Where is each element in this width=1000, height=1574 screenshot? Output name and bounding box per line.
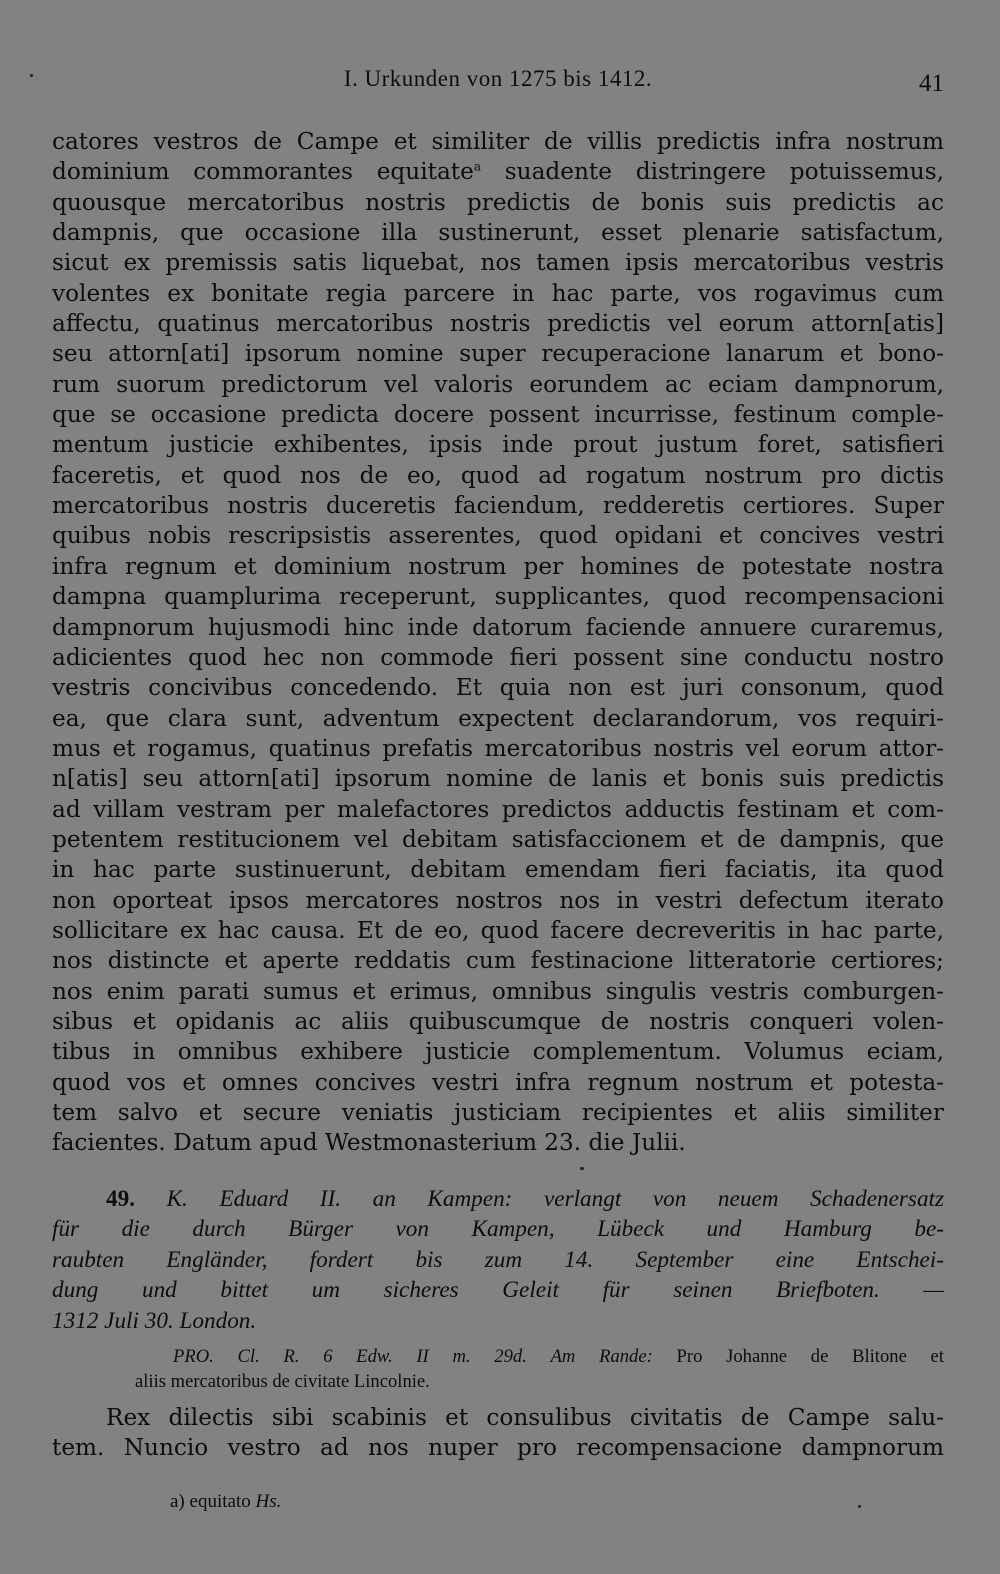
body-line: tibus in omnibus exhibere justicie complementum. Volumus eciam, [52, 1038, 944, 1066]
footnote-mark: a [473, 159, 481, 174]
body-line: ad villam vestram per malefactores predictos adductis festinam et com- [52, 795, 944, 823]
footnote-text: equitato [189, 1491, 251, 1512]
body-line: petentem restitucionem vel debitam satisfaccionem et de dampnis, que [52, 825, 944, 853]
heading-line: für die durch Bürger von Kampen, Lübeck und Hamburg be- [52, 1216, 944, 1243]
body-line: dampnis, que occasione illa sustinerunt, esset plenarie satisfactum, [52, 219, 944, 247]
body-line: sollicitare ex hac causa. Et de eo, quod facere decreveritis in hac parte, [52, 916, 944, 944]
body-line: quousque mercatoribus nostris predictis de bonis suis predictis ac [52, 188, 944, 216]
body-line: adicientes quod hec non commode fieri possent sine conductu nostro [52, 643, 944, 671]
document-opening [52, 1403, 944, 1464]
body-line: ea, que clara sunt, adventum expectent declarandorum, vos requiri- [52, 704, 944, 732]
document-number: 49. [106, 1186, 135, 1212]
body-line-start: dominium commorantes equitate [52, 158, 474, 186]
body-line: nos enim parati sumus et erimus, omnibus singulis vestris comburgen- [52, 977, 944, 1005]
body-line: quod vos et omnes concives vestri infra regnum nostrum et potesta- [52, 1068, 944, 1096]
body-line: volentes ex bonitate regia parcere in hac parte, vos rogavimus cum [52, 279, 944, 307]
footnote-mark: a) [170, 1491, 185, 1512]
body-line: vestris concivibus concedendo. Et quia non est juri consonum, quod [52, 674, 944, 702]
heading-line [52, 1184, 944, 1214]
heading-line: 1312 Juli 30. London. [52, 1307, 257, 1334]
opening-line: Rex dilectis sibi scabinis et consulibus civitatis de Campe salu- [106, 1404, 944, 1431]
body-line: infra regnum et dominium nostrum per homines de potestate nostra [52, 552, 944, 580]
footnote [170, 1491, 281, 1513]
body-line: catores vestros de Campe et similiter de villis predictis infra nostrum [52, 128, 944, 155]
separator-dot [580, 1167, 584, 1170]
body-line-end: suadente distringere potuissemus, [480, 158, 944, 186]
body-line: tem salvo et secure veniatis justiciam recipientes et aliis similiter [52, 1099, 944, 1126]
body-line: sicut ex premissis satis liquebat, nos tamen ipsis mercatoribus vestris [52, 249, 944, 277]
body-line: rum suorum predictorum vel valoris eorundem ac eciam dampnorum, [52, 370, 944, 398]
body-line: seu attorn[ati] ipsorum nomine super recuperacione lanarum et bono- [52, 340, 944, 368]
body-line: n[atis] seu attorn[ati] ipsorum nomine de lanis et bonis suis predictis [52, 765, 944, 793]
speck [858, 1505, 861, 1508]
body-line [52, 157, 944, 187]
page-header [52, 66, 944, 106]
body-line: nos distincte et aperte reddatis cum festinacione litteratorie certiores; [52, 947, 944, 975]
body-line: facientes. Datum apud Westmonasterium 23. die Julii. [52, 1129, 686, 1157]
opening-line: tem. Nuncio vestro ad nos nuper pro recompensacione dampnorum [52, 1434, 944, 1462]
archive-reference: PRO. Cl. R. 6 Edw. II m. 29d. [173, 1346, 527, 1367]
body-line: dampna quamplurima receperunt, supplicantes, quod recompensacioni [52, 583, 944, 611]
source-note [135, 1345, 944, 1394]
source-line: aliis mercatoribus de civitate Lincolnie. [135, 1370, 430, 1392]
footnote-source: Hs. [255, 1491, 282, 1512]
running-title: I. Urkunden von 1275 bis 1412. [343, 66, 653, 91]
document-heading [52, 1184, 944, 1336]
body-line: mus et rogamus, quatinus prefatis mercatoribus nostris vel eorum attor- [52, 734, 944, 762]
page-number: 41 [919, 70, 944, 97]
body-line: affectu, quatinus mercatoribus nostris predictis vel eorum attorn[atis] [52, 310, 944, 338]
body-line: dampnorum hujusmodi hinc inde datorum faciende annuere curaremus, [52, 613, 944, 641]
margin-label: Am Rande: [550, 1346, 653, 1367]
heading-line: raubten Engländer, fordert bis zum 14. September eine Entschei- [52, 1246, 944, 1273]
source-line [135, 1345, 944, 1370]
speck [30, 74, 33, 77]
body-line: mercatoribus nostris duceretis faciendum, redderetis certiores. Super [52, 492, 944, 520]
body-line: quibus nobis rescripsistis asserentes, quod opidani et concives vestri [52, 522, 944, 550]
body-line: que se occasione predicta docere possent incurrisse, festinum comple- [52, 401, 944, 429]
heading-line: dung und bittet um sicheres Geleit für seinen Briefboten. — [52, 1277, 944, 1304]
body-line: sibus et opidanis ac aliis quibuscumque de nostris conqueri volen- [52, 1007, 944, 1035]
body-line: faceretis, et quod nos de eo, quod ad rogatum nostrum pro dictis [52, 461, 944, 489]
body-line: mentum justicie exhibentes, ipsis inde prout justum foret, satisfieri [52, 431, 944, 459]
body-text [52, 127, 944, 1159]
margin-text: Pro Johanne de Blitone et [676, 1346, 944, 1367]
body-line: in hac parte sustinuerunt, debitam emendam fieri faciatis, ita quod [52, 856, 944, 884]
heading-line-text: K. Eduard II. an Kampen: verlangt von neuem Schadenersatz [166, 1186, 944, 1212]
body-line: non oporteat ipsos mercatores nostros nos in vestri defectum iterato [52, 886, 944, 914]
